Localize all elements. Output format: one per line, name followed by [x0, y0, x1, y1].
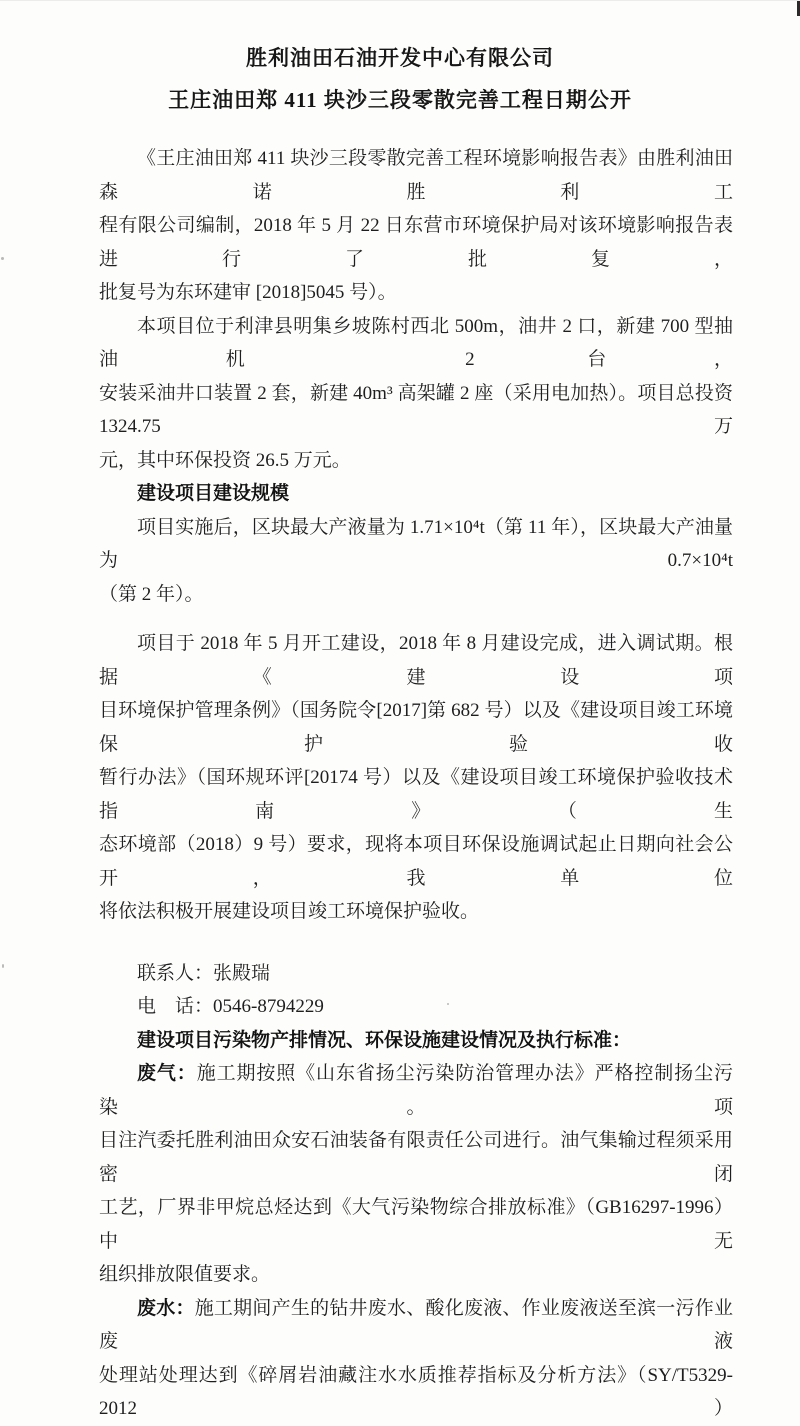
text-line: 将依法积极开展建设项目竣工环境保护验收。	[99, 901, 480, 922]
heading-construction-scale: 建设项目建设规模	[137, 483, 290, 504]
text-run: 施工期按照《山东省扬尘污染防治管理办法》严格控制扬尘污染。项	[99, 1063, 733, 1118]
text-line: 本项目位于利津县明集乡坡陈村西北 500m，油井 2 口，新建 700 型抽油机 2 台，	[99, 315, 733, 370]
text-line: 暂行办法》（国环规环评[20174 号）以及《建设项目竣工环境保护验收技术指南》（生	[99, 767, 733, 822]
text-run: 施工期间产生的钻井废水、酸化废液、作业废液送至滨一污作业废液	[99, 1297, 733, 1352]
text-line: 态环境部（2018）9 号）要求，现将本项目环保设施调试起止日期向社会公开，我单位	[99, 834, 733, 889]
text-line: 《王庄油田郑 411 块沙三段零散完善工程环境影响报告表》由胜利油田森诺胜利工	[99, 148, 733, 203]
paragraph-production	[99, 511, 733, 612]
paragraph-waste-water	[99, 1292, 733, 1426]
text-line: （第 2 年）。	[99, 583, 204, 605]
contact-block	[99, 957, 733, 1024]
document-title-block	[0, 1, 800, 121]
text-line: 目环境保护管理条例》（国务院令[2017]第 682 号）以及《建设项目竣工环境保护验收	[99, 700, 733, 755]
contact-person-line: 联系人：张殿瑞	[137, 962, 271, 984]
waste-water-label: 废水：	[137, 1297, 195, 1319]
text-line: 目注汽委托胜利油田众安石油装备有限责任公司进行。油气集输过程须采用密闭	[99, 1130, 733, 1185]
paragraph-schedule	[99, 627, 733, 929]
waste-gas-label: 废气：	[137, 1063, 197, 1084]
scan-speck	[1, 257, 4, 260]
paragraph-project-overview	[99, 310, 733, 478]
text-line: 项目实施后，区块最大产液量为 1.71×10⁴t（第 11 年），区块最大产油量为 0.7×10⁴t	[99, 516, 733, 571]
contact-phone-line: 电 话：0546-8794229	[137, 996, 324, 1017]
text-line: 组织排放限值要求。	[99, 1264, 271, 1285]
paragraph-approval	[99, 142, 733, 310]
scan-speck	[447, 1003, 449, 1005]
scanned-document-page	[0, 1, 800, 1419]
doc-title-subject: 王庄油田郑 411 块沙三段零散完善工程日期公开	[168, 88, 632, 112]
heading-pollution-standards: 建设项目污染物产排情况、环保设施建设情况及执行标准：	[137, 1029, 632, 1051]
text-line: 处理站处理达到《碎屑岩油藏注水水质推荐指标及分析方法》（SY/T5329-2012）	[99, 1364, 733, 1419]
doc-title-company: 胜利油田石油开发中心有限公司	[246, 46, 554, 70]
text-line: 元，其中环保投资 26.5 万元。	[99, 449, 351, 471]
text-line: 批复号为东环建审 [2018]5045 号）。	[99, 282, 397, 303]
text-line: 项目于 2018 年 5 月开工建设，2018 年 8 月建设完成，进入调试期。根据《建设项	[99, 633, 733, 688]
text-line: 安装采油井口装置 2 套，新建 40m³ 高架罐 2 座（采用电加热）。项目总投资 1324.75 万	[99, 382, 733, 437]
scan-speck	[2, 964, 4, 968]
text-line: 程有限公司编制，2018 年 5 月 22 日东营市环境保护局对该环境影响报告表进行了批复，	[99, 215, 733, 270]
text-line	[99, 1292, 733, 1359]
text-line: 工艺，厂界非甲烷总烃达到《大气污染物综合排放标准》（GB16297-1996）中无	[99, 1197, 733, 1252]
text-line	[99, 1057, 733, 1124]
paragraph-waste-gas	[99, 1057, 733, 1292]
document-body	[99, 142, 733, 1426]
